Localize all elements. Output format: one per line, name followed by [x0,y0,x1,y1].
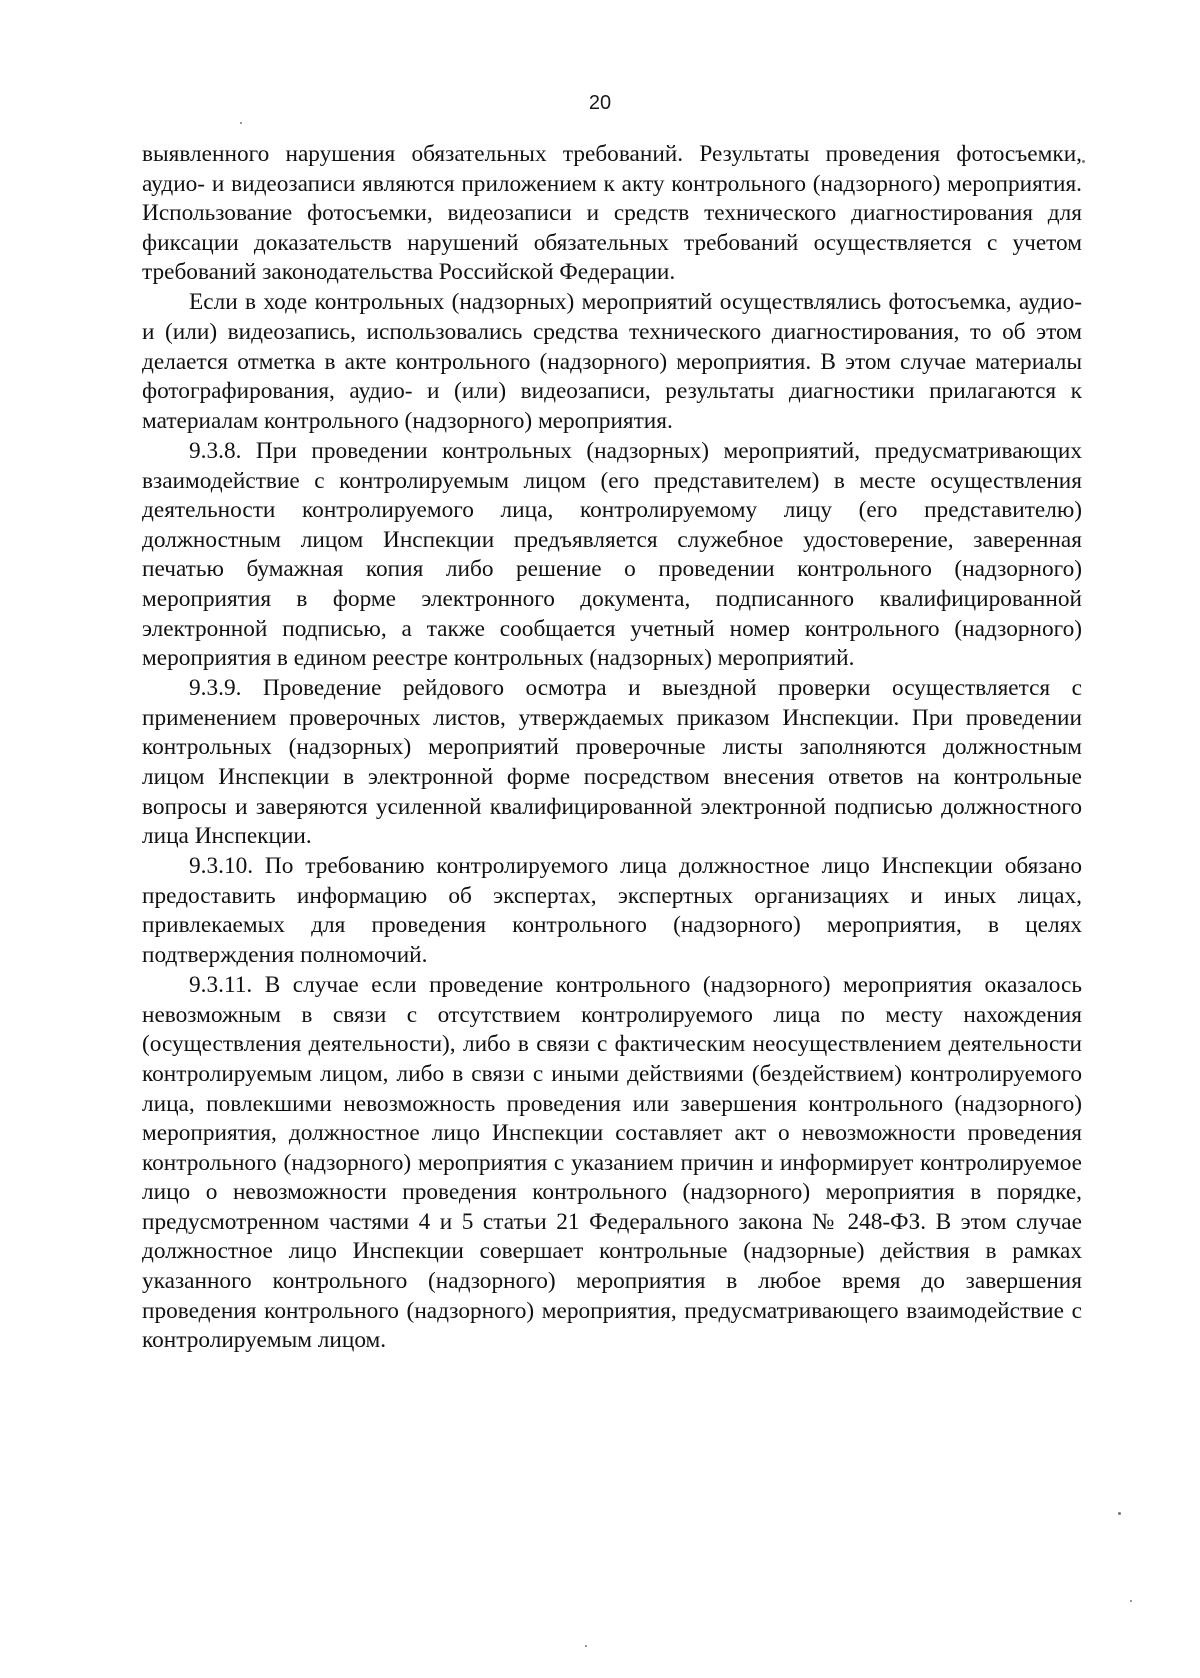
scan-speck [240,122,242,124]
paragraph-9-3-9: 9.3.9. Проведение рейдового осмотра и выездной проверки осуществляется с применением проверочных листов, утверждаемых приказом Инспекции. При проведении контрольных (надзорных) мероприятий проверочные листы заполняются должностным лицом Инспекции в электронной форме посредством внесения ответов на контрольные вопросы и заверяются усиленной квалифицированной электронной подписью должностного лица Инспекции. [142,675,1082,850]
paragraph-9-3-10: 9.3.10. По требованию контролируемого лица должностное лицо Инспекции обязано предоставить информацию об экспертах, экспертных организациях и иных лицах, привлекаемых для проведения контрольного (надзорного) мероприятия, в целях подтверждения полномочий. [142,853,1082,969]
paragraph-photo-video-note: Если в ходе контрольных (надзорных) мероприятий осуществлялись фотосъемка, аудио- и (или) видеозапись, использовались средства технического диагностирования, то об этом делается отметка в акте контрольного (надзорного) мероприятия. В этом случае материалы фотографирования, аудио- и (или) видеозаписи, результаты диагностики прилагаются к материалам контрольного (надзорного) мероприятия. [142,289,1082,434]
paragraph-9-3-8: 9.3.8. При проведении контрольных (надзорных) мероприятий, предусматривающих взаимодействие с контролируемым лицом (его представителем) в месте осуществления деятельности контролируемого лица, контролируемому лицу (его представителю) должностным лицом Инспекции предъявляется служебное удостоверение, заверенная печатью бумажная копия либо решение о проведении контрольного (надзорного) мероприятия в форме электронного документа, подписанного квалифицированной электронной подписью, а также сообщается учетный номер контрольного (надзорного) мероприятия в едином реестре контрольных (надзорных) мероприятий. [142,437,1082,672]
paragraph-continuation: выявленного нарушения обязательных требований. Результаты проведения фотосъемки, аудио- и видеозаписи являются приложением к акту контрольного (надзорного) мероприятия. Использование фотосъемки, видеозаписи и средств технического диагностирования для фиксации доказательств нарушений обязательных требований осуществляется с учетом требований законодательства Российской Федерации. [142,141,1082,286]
scan-speck [585,1645,587,1647]
scan-speck [1118,1512,1121,1515]
page-number: 20 [588,92,612,114]
scan-speck [1082,160,1085,163]
scan-speck [1130,1600,1132,1602]
document-body [142,140,1082,1356]
paragraph-9-3-11: 9.3.11. В случае если проведение контрольного (надзорного) мероприятия оказалось невозможным в связи с отсутствием контролируемого лица по месту нахождения (осуществления деятельности), либо в связи с фактическим неосуществлением деятельности контролируемым лицом, либо в связи с иными действиями (бездействием) контролируемого лица, повлекшими невозможность проведения или завершения контрольного (надзорного) мероприятия, должностное лицо Инспекции составляет акт о невозможности проведения контрольного (надзорного) мероприятия с указанием причин и информирует контролируемое лицо о невозможности проведения контрольного (надзорного) мероприятия в порядке, предусмотренном частями 4 и 5 статьи 21 Федерального закона № 248-ФЗ. В этом случае должностное лицо Инспекции совершает контрольные (надзорные) действия в рамках указанного контрольного (надзорного) мероприятия в любое время до завершения проведения контрольного (надзорного) мероприятия, предусматривающего взаимодействие с контролируемым лицом. [142,972,1082,1354]
